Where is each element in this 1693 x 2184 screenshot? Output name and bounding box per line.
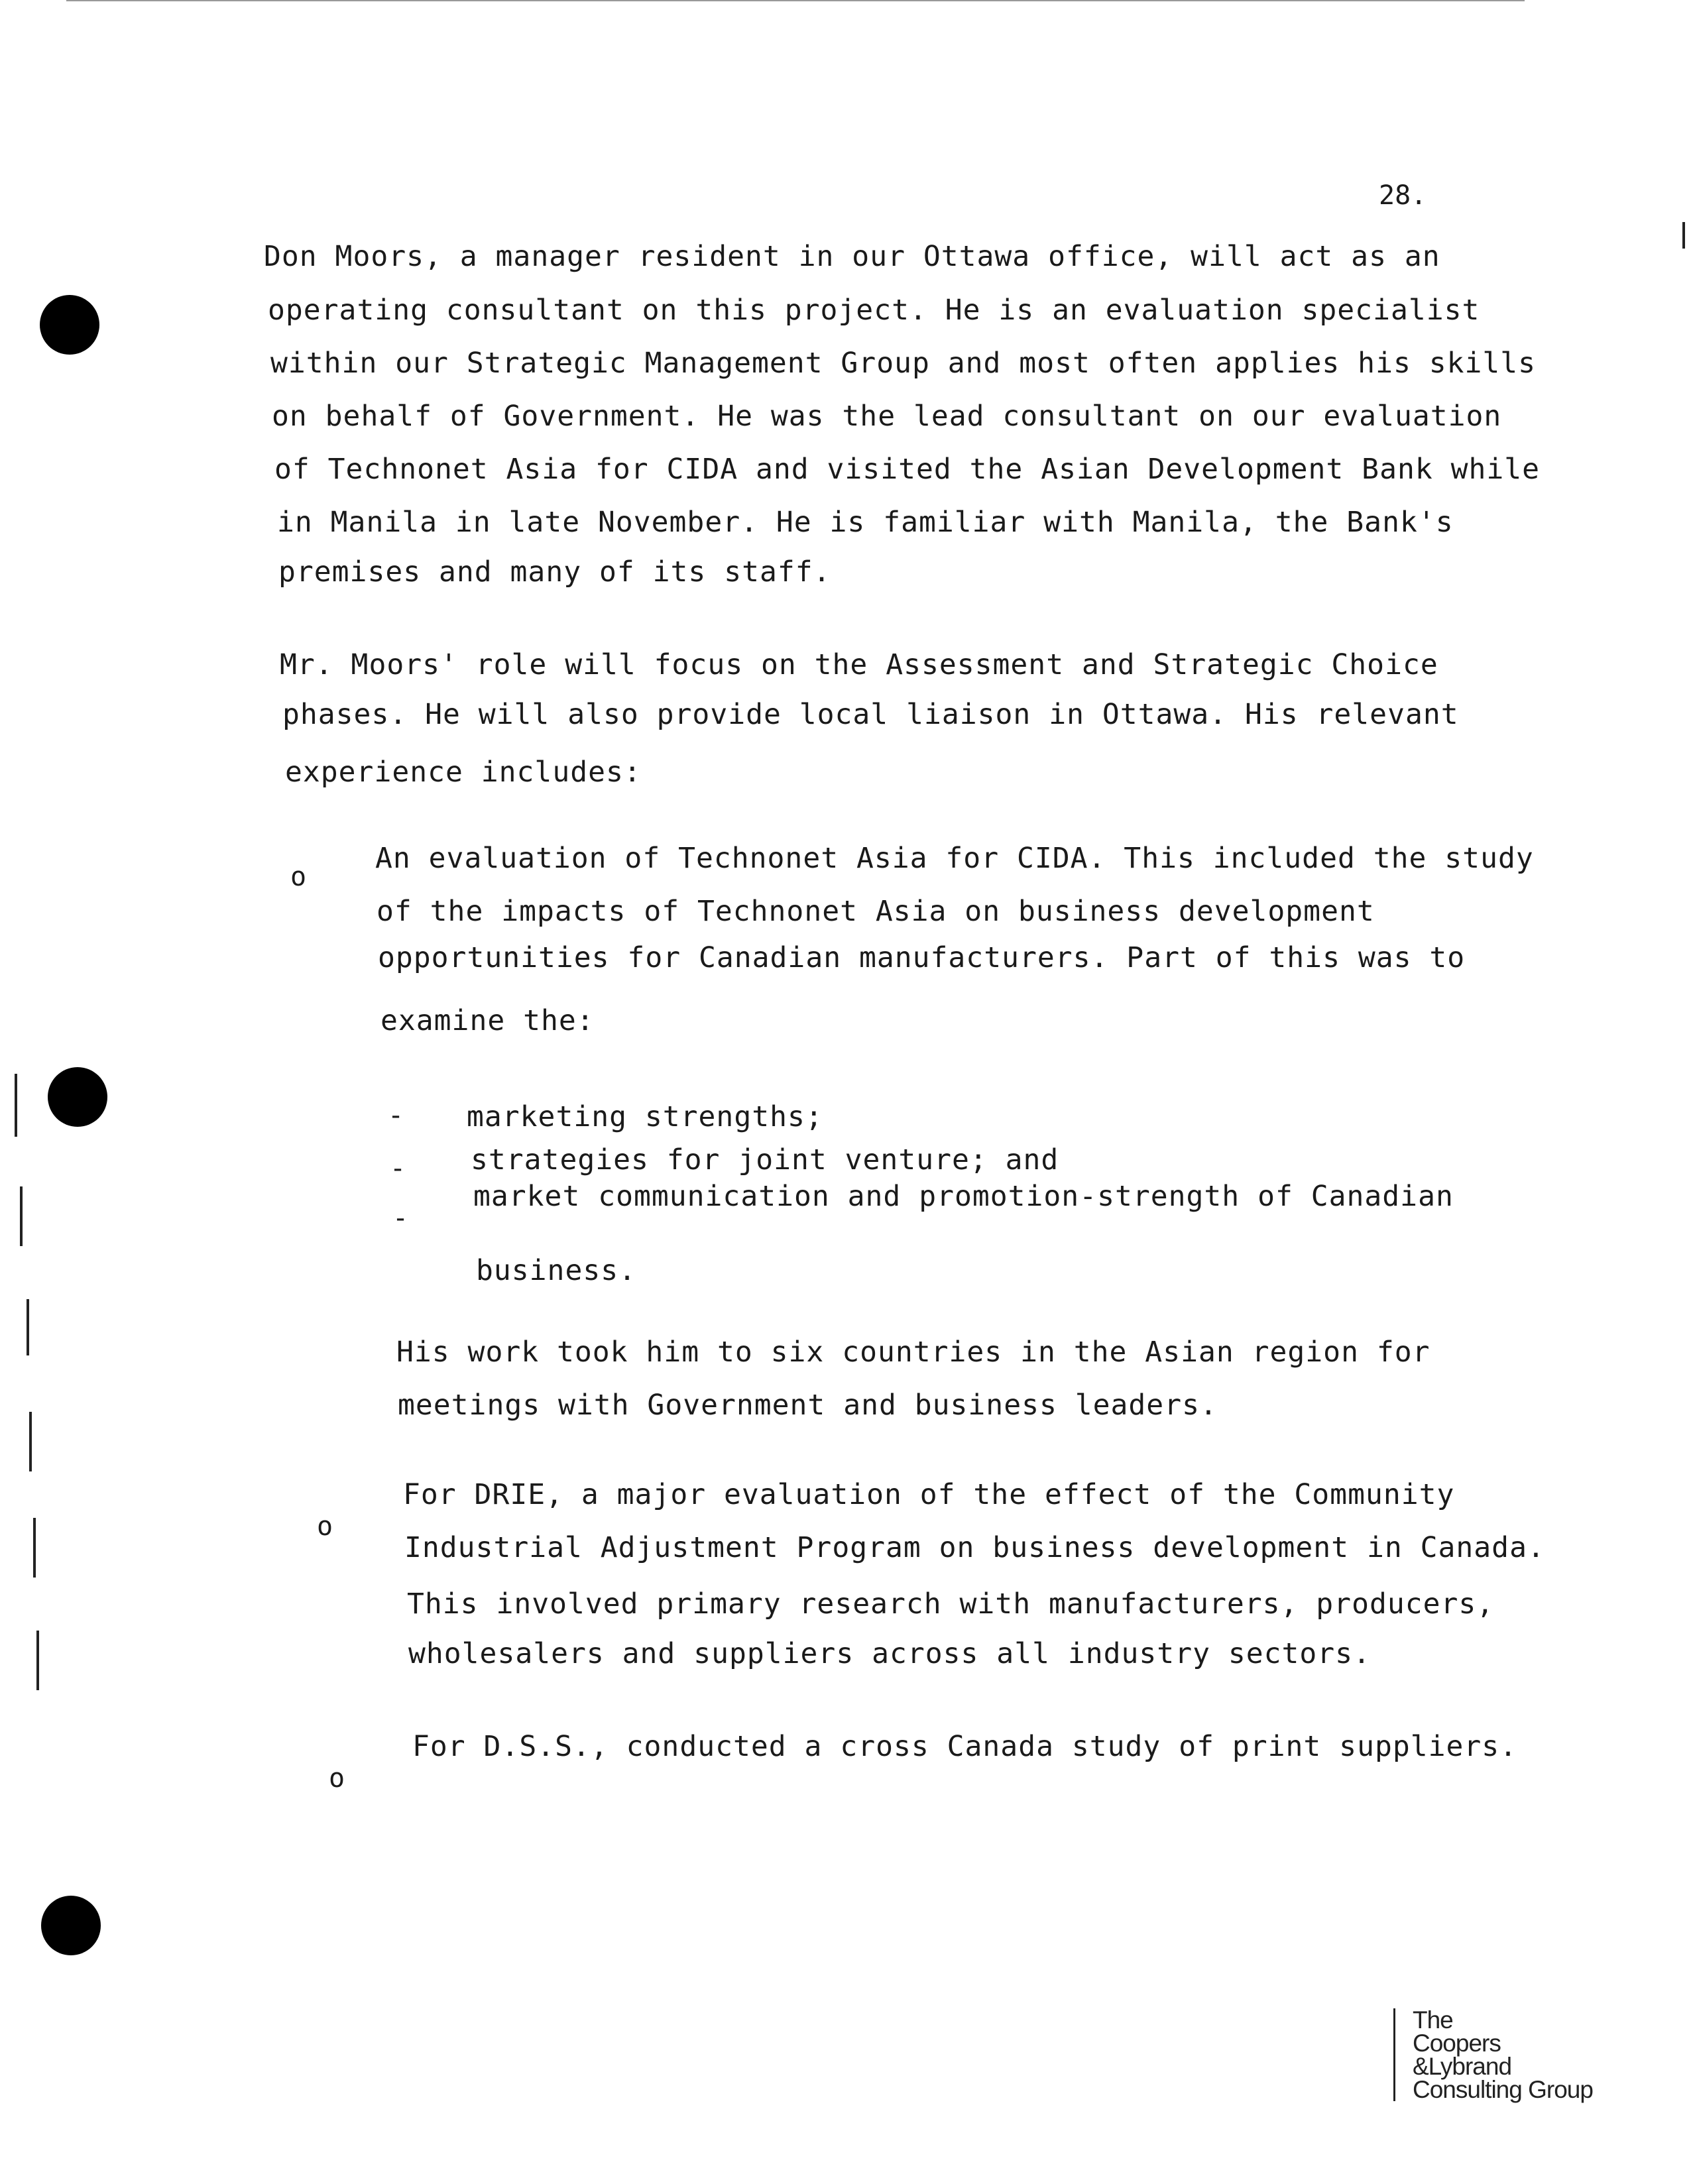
paragraph-line: experience includes:: [285, 756, 642, 789]
list-item-line: wholesalers and suppliers across all industry sectors.: [408, 1637, 1371, 1670]
list-item-line: For D.S.S., conducted a cross Canada study of print suppliers.: [412, 1730, 1518, 1763]
paragraph-line: of Technonet Asia for CIDA and visited the Asian Development Bank while: [274, 453, 1541, 486]
list-item-line: An evaluation of Technonet Asia for CIDA. This included the study: [375, 842, 1534, 875]
scan-mark: [20, 1186, 23, 1246]
paragraph-line: within our Strategic Management Group and most often applies his skills: [270, 347, 1537, 380]
company-logo: [1393, 2008, 1593, 2101]
sub-item-continuation: business.: [476, 1254, 636, 1287]
scan-mark: [33, 1518, 36, 1578]
dash-marker: -: [390, 1153, 406, 1184]
paragraph-line: on behalf of Government. He was the lead consultant on our evaluation: [272, 400, 1502, 433]
dash-marker: -: [392, 1203, 409, 1234]
scan-mark: [27, 1299, 29, 1355]
logo-line: Coopers: [1413, 2030, 1501, 2057]
punch-hole: [40, 295, 99, 355]
sub-item: market communication and promotion-strength of Canadian: [473, 1180, 1454, 1213]
punch-hole: [41, 1896, 101, 1955]
paragraph-line: meetings with Government and business leaders.: [398, 1389, 1218, 1422]
logo-line: The: [1413, 2006, 1453, 2034]
punch-hole: [48, 1067, 107, 1127]
top-edge-line: [66, 0, 1525, 1]
scan-mark: [29, 1412, 32, 1471]
sub-item: marketing strengths;: [467, 1100, 823, 1133]
bullet-marker: o: [329, 1763, 345, 1794]
scan-mark: [1682, 222, 1685, 249]
list-item-line: examine the:: [380, 1004, 595, 1037]
scan-mark: [36, 1631, 39, 1690]
sub-item: strategies for joint venture; and: [471, 1143, 1059, 1177]
list-item-line: Industrial Adjustment Program on business development in Canada.: [404, 1531, 1545, 1564]
bullet-marker: o: [290, 862, 307, 892]
paragraph-line: His work took him to six countries in the Asian region for: [396, 1336, 1430, 1369]
page-number: 28.: [1379, 180, 1427, 211]
paragraph-line: premises and many of its staff.: [278, 555, 831, 589]
list-item-line: of the impacts of Technonet Asia on business development: [377, 895, 1375, 928]
dash-marker: -: [388, 1100, 404, 1131]
paragraph-line: in Manila in late November. He is familiar with Manila, the Bank's: [277, 506, 1454, 539]
paragraph-line: operating consultant on this project. He is an evaluation specialist: [268, 294, 1480, 327]
scan-mark: [15, 1074, 17, 1137]
paragraph-line: phases. He will also provide local liaison in Ottawa. His relevant: [282, 698, 1459, 731]
list-item-line: For DRIE, a major evaluation of the effect of the Community: [403, 1478, 1455, 1511]
logo-line: Consulting Group: [1413, 2076, 1593, 2103]
list-item-line: opportunities for Canadian manufacturers. Part of this was to: [378, 941, 1466, 974]
bullet-marker: o: [317, 1511, 333, 1542]
paragraph-line: Don Moors, a manager resident in our Ottawa office, will act as an: [264, 240, 1440, 273]
paragraph-line: Mr. Moors' role will focus on the Assessment and Strategic Choice: [280, 648, 1438, 681]
logo-line: &Lybrand: [1413, 2053, 1512, 2080]
list-item-line: This involved primary research with manufacturers, producers,: [407, 1587, 1495, 1621]
